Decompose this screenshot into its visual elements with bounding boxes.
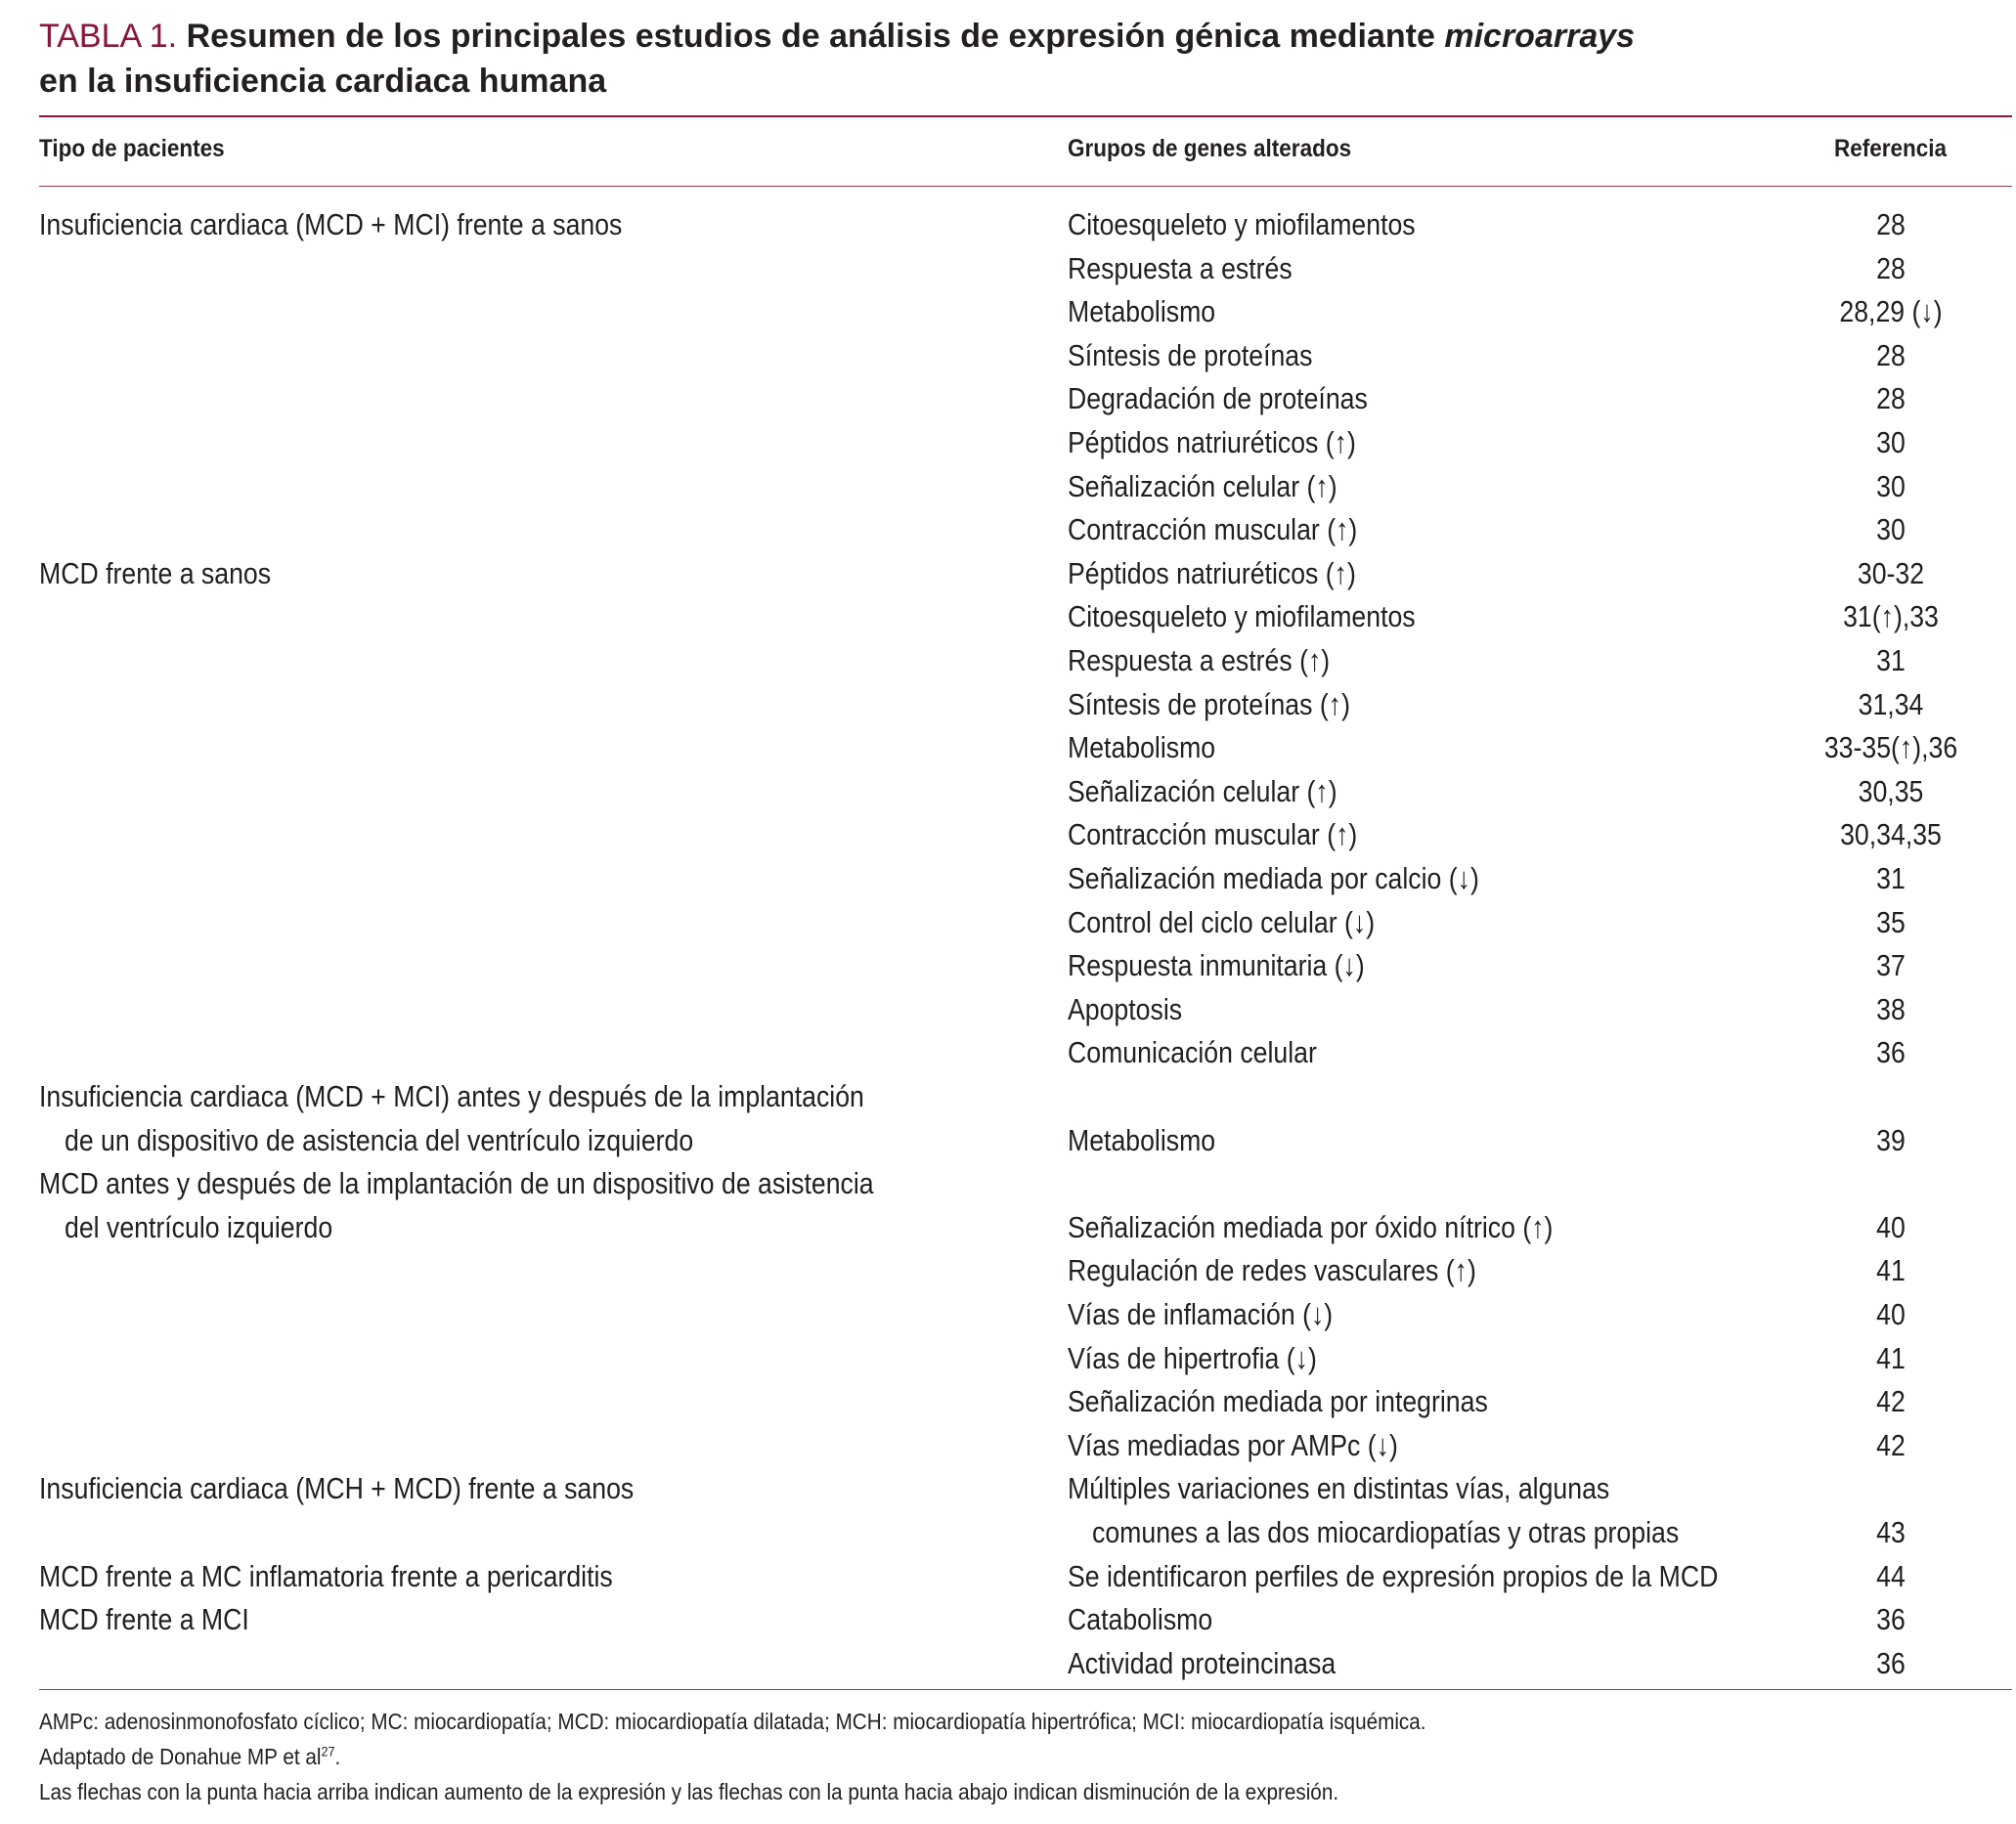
row-reference: 31 [1876, 861, 1906, 895]
row-reference: 30,34,35 [1840, 817, 1942, 852]
row-reference: 28,29 (↓) [1839, 294, 1943, 329]
row-patient: MCD frente a MCI [39, 1602, 249, 1637]
column-header-patients: Tipo de pacientes [39, 135, 225, 162]
row-gene-group: Vías de hipertrofia (↓) [1068, 1340, 1317, 1375]
row-gene-group: Múltiples variaciones en distintas vías, algunas [1068, 1471, 1610, 1506]
row-reference: 41 [1876, 1340, 1906, 1375]
footnote-adapted-text: Adaptado de Donahue MP et al [39, 1744, 322, 1769]
title-text: Resumen de los principales estudios de análisis de expresión génica mediante [186, 18, 1435, 55]
footnote-adapted [39, 1744, 340, 1770]
row-gene-group: Síntesis de proteínas [1068, 337, 1313, 372]
column-header-genes: Grupos de genes alterados [1068, 135, 1352, 162]
row-reference: 31 [1876, 643, 1906, 677]
row-patient: del ventrículo izquierdo [65, 1209, 333, 1244]
row-reference [1765, 1162, 2016, 1206]
header-top-rule [39, 115, 2012, 117]
row-patient: de un dispositivo de asistencia del ventrículo izquierdo [65, 1122, 694, 1157]
row-gene-group: Citoesqueleto y miofilamentos [1068, 207, 1416, 241]
row-reference: 42 [1876, 1427, 1906, 1462]
row-gene-group: Metabolismo [1068, 294, 1216, 329]
row-patient: Insuficiencia cardiaca (MCH + MCD) frente a sanos [39, 1471, 635, 1506]
row-reference: 35 [1876, 904, 1906, 939]
table-label: TABLA 1. [39, 18, 178, 55]
row-gene-group: Catabolismo [1068, 1602, 1213, 1637]
row-reference: 30 [1876, 512, 1906, 547]
footnote-adapted-ref: 27 [321, 1743, 335, 1759]
footnote-arrows: Las flechas con la punta hacia arriba indican aumento de la expresión y las flechas con la punta hacia abajo indican disminución de la expresión. [39, 1779, 1339, 1804]
row-gene-group: Control del ciclo celular (↓) [1068, 904, 1376, 939]
row-gene-group: comunes a las dos miocardiopatías y otras propias [1092, 1515, 1680, 1549]
row-reference: 31(↑),33 [1843, 599, 1939, 634]
row-reference [1765, 1075, 2016, 1119]
row-patient: MCD frente a sanos [39, 555, 272, 590]
title-line-2: en la insuficiencia cardiaca humana [39, 63, 607, 100]
row-reference: 28 [1876, 207, 1906, 241]
row-gene-group: Respuesta inmunitaria (↓) [1068, 948, 1365, 983]
row-reference: 39 [1876, 1122, 1906, 1157]
row-gene-group: Degradación de proteínas [1068, 381, 1368, 416]
row-gene-group: Péptidos natriuréticos (↑) [1068, 555, 1356, 590]
row-reference: 36 [1876, 1035, 1906, 1070]
column-header-reference: Referencia [1834, 135, 1948, 162]
row-gene-group: Síntesis de proteínas (↑) [1068, 686, 1350, 721]
row-reference: 36 [1876, 1645, 1906, 1680]
row-reference: 28 [1876, 381, 1906, 416]
row-reference: 43 [1876, 1515, 1906, 1549]
row-gene-group: Actividad proteincinasa [1068, 1645, 1337, 1680]
row-gene-group: Vías de inflamación (↓) [1068, 1297, 1334, 1331]
row-reference: 36 [1876, 1602, 1906, 1637]
header-bottom-rule [39, 186, 2012, 187]
row-gene-group: Señalización mediada por integrinas [1068, 1384, 1488, 1419]
row-gene-group: Señalización mediada por óxido nítrico (↑) [1068, 1209, 1554, 1244]
row-reference: 44 [1876, 1558, 1906, 1593]
title-line-1 [39, 14, 1985, 59]
row-reference: 40 [1876, 1297, 1906, 1331]
row-reference: 40 [1876, 1209, 1906, 1244]
row-gene-group: Contracción muscular (↑) [1068, 512, 1358, 547]
footnote-abbreviations: AMPc: adenosinmonofosfato cíclico; MC: miocardiopatía; MCD: miocardiopatía dilatada; MCH: miocardiopatía hipertrófica; MCI: miocardiopatía isquémica. [39, 1709, 1426, 1734]
row-patient: MCD frente a MC inflamatoria frente a pericarditis [39, 1558, 613, 1593]
row-patient: Insuficiencia cardiaca (MCD + MCI) antes y después de la implantación [39, 1079, 864, 1113]
row-reference: 30 [1876, 425, 1906, 459]
row-reference: 38 [1876, 991, 1906, 1026]
row-gene-group: Contracción muscular (↑) [1068, 817, 1358, 852]
row-gene-group: Apoptosis [1068, 991, 1183, 1026]
row-reference: 28 [1876, 337, 1906, 372]
table-bottom-rule [39, 1689, 2012, 1690]
row-gene-group: Metabolismo [1068, 1122, 1216, 1157]
row-reference: 31,34 [1858, 686, 1924, 721]
row-gene-group: Señalización celular (↑) [1068, 468, 1337, 503]
row-gene-group: Péptidos natriuréticos (↑) [1068, 425, 1356, 459]
row-patient: MCD antes y después de la implantación de un dispositivo de asistencia [39, 1166, 874, 1201]
footnote-adapted-end: . [334, 1744, 341, 1769]
table-title [39, 14, 1985, 104]
row-reference: 33-35(↑),36 [1823, 730, 1958, 765]
row-reference: 37 [1876, 948, 1906, 983]
row-gene-group: Metabolismo [1068, 730, 1216, 765]
title-italic: microarrays [1444, 18, 1636, 55]
row-gene-group: Vías mediadas por AMPc (↓) [1068, 1427, 1398, 1462]
row-gene-group: Señalización mediada por calcio (↓) [1068, 861, 1479, 895]
row-reference: 30,35 [1858, 773, 1924, 808]
row-gene-group: Citoesqueleto y miofilamentos [1068, 599, 1416, 634]
row-reference: 42 [1876, 1384, 1906, 1419]
row-gene-group: Respuesta a estrés [1068, 250, 1293, 285]
row-reference: 41 [1876, 1253, 1906, 1288]
row-reference: 28 [1876, 250, 1906, 285]
row-gene-group: Comunicación celular [1068, 1035, 1317, 1070]
row-gene-group: Regulación de redes vasculares (↑) [1068, 1253, 1476, 1288]
row-gene-group: Respuesta a estrés (↑) [1068, 643, 1331, 677]
row-reference [1765, 1467, 2016, 1511]
row-gene-group: Se identificaron perfiles de expresión propios de la MCD [1068, 1558, 1719, 1593]
row-gene-group: Señalización celular (↑) [1068, 773, 1337, 808]
row-reference: 30-32 [1857, 555, 1925, 590]
row-reference: 30 [1876, 468, 1906, 503]
row-patient: Insuficiencia cardiaca (MCD + MCI) frente a sanos [39, 207, 623, 241]
